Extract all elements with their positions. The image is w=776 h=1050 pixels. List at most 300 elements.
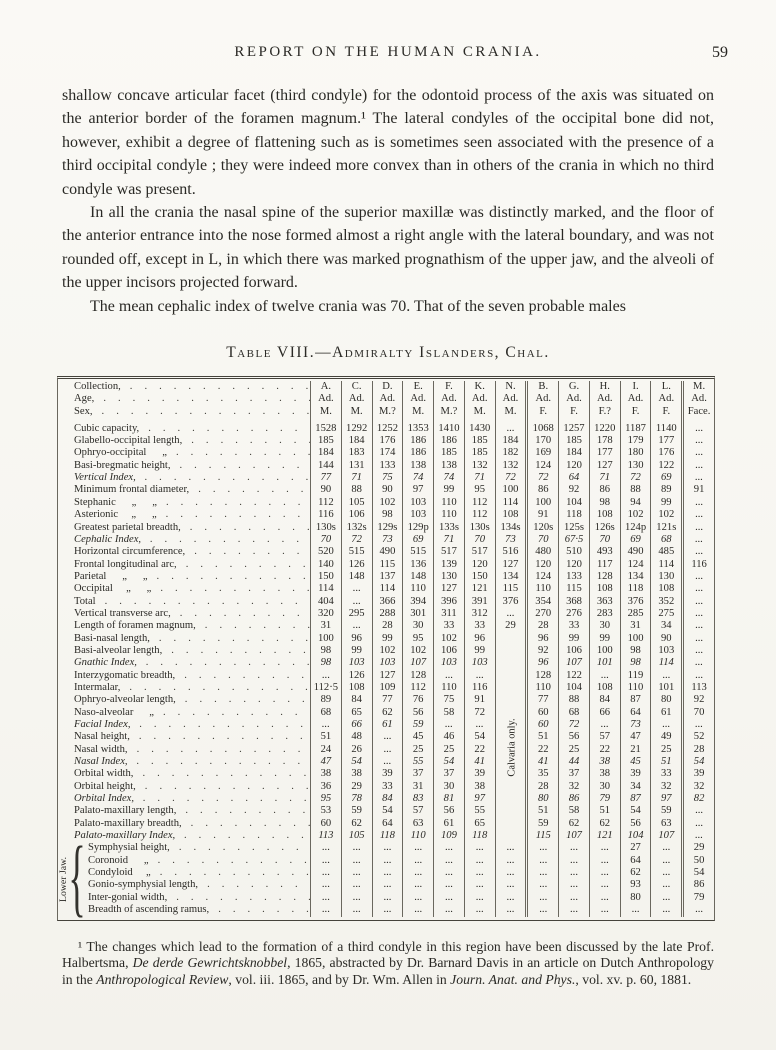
row-label-cell [58,768,310,780]
row-label: Vertical Index, [74,472,136,484]
table-cell: 120 [558,460,589,472]
table-cell: 516 [495,546,526,558]
table-cell: 108 [650,583,681,595]
row-label: Gnathic Index, [74,657,137,669]
table-cell: 185 [310,435,341,447]
table-cell: 89 [310,694,341,706]
table-cell: 490 [620,546,651,558]
table-cell: 106 [341,509,372,521]
table-cell: 86 [525,484,558,496]
leader-dots [171,608,310,620]
table-cell: 41 [525,756,558,768]
table-cell: 54 [681,756,714,768]
table-cell: 107 [558,830,589,842]
table-cell: 56 [402,707,433,719]
table-cell: 95 [464,484,495,496]
table-cell: 179 [620,435,651,447]
table-row [58,719,714,731]
table-cell: ... [402,904,433,916]
table-cell: 74 [402,472,433,484]
table-cell: 69 [402,534,433,546]
table-cell: 91 [525,509,558,521]
table-cell: 120 [464,559,495,571]
table-cell: 133 [372,460,403,472]
table-cell: 77 [310,472,341,484]
table-cell: 55 [402,756,433,768]
table-cell: 174 [372,447,403,459]
table-cell: 130 [433,571,464,583]
table-cell: 106 [558,645,589,657]
table-cell: K. [464,381,495,393]
table-cell: ... [558,855,589,867]
table-cell: 99 [372,633,403,645]
table-cell: 140 [310,559,341,571]
leader-dots [151,867,310,879]
table-cell: ... [681,472,714,484]
table-cell: 38 [310,768,341,780]
table-cell: 124 [525,460,558,472]
table-cell: ... [372,756,403,768]
table-cell: 490 [372,546,403,558]
table-cell: 54 [433,756,464,768]
table-cell: 89 [650,484,681,496]
table-cell: 130s [464,522,495,534]
row-label-cell [58,731,310,743]
table-cell: 116 [681,559,714,571]
table-cell: F.? [589,406,620,423]
table-cell: 57 [589,731,620,743]
table-cell: 88 [341,484,372,496]
table-cell: 61 [433,818,464,830]
row-label: Orbital height, [74,780,136,792]
table-cell: 270 [525,608,558,620]
table-cell: ... [525,879,558,891]
row-label-cell [58,694,310,706]
table-cell: ... [372,867,403,879]
table-cell: 103 [341,657,372,669]
table-cell: ... [402,842,433,854]
table-cell: 63 [650,818,681,830]
leader-dots [154,707,310,719]
table-cell: 520 [310,546,341,558]
table-cell: 63 [402,818,433,830]
table-cell: 127 [495,559,526,571]
table-row [58,435,714,447]
table-cell: 110 [620,682,651,694]
table-cell: 148 [341,571,372,583]
table-cell: 110 [433,509,464,521]
table-cell: 56 [558,731,589,743]
table-cell: 114 [650,657,681,669]
table-cell: ... [310,867,341,879]
table-cell: 61 [372,719,403,731]
table-cell: 60 [310,818,341,830]
leader-dots [171,460,311,472]
table-cell: 186 [402,447,433,459]
table-cell: ... [464,867,495,879]
table-cell: ... [525,892,558,904]
table-cell: 121 [464,583,495,595]
table-cell: 118 [464,830,495,842]
table-cell: 27 [620,842,651,854]
table-cell: 110 [433,497,464,509]
table-cell: 131 [341,460,372,472]
table-cell: 52 [681,731,714,743]
table-cell: Ad. [341,393,372,405]
table-cell: 93 [620,879,651,891]
table-cell: ... [433,892,464,904]
table-cell: ... [495,855,526,867]
table-row [58,460,714,472]
table-cell: 128 [589,571,620,583]
row-label: Facial Index, [74,719,131,730]
table-row [58,670,714,682]
table-cell: ... [558,842,589,854]
row-label-cell [58,381,310,393]
table-cell: 21 [620,744,651,756]
table-cell: 29 [495,620,526,632]
table-cell: Ad. [495,393,526,405]
table-cell: 81 [433,793,464,805]
footnote-segment: , 1865, abstracted by Dr. Barnard Davis in an article on Dutch Anthropology in the [62,955,714,988]
page-header [0,44,776,64]
table-row [58,534,714,546]
table-cell: 31 [620,620,651,632]
table-cell: 39 [464,768,495,780]
table-cell: 71 [589,472,620,484]
leader-dots [120,682,310,694]
table-cell: 61 [650,707,681,719]
row-label-cell [58,756,310,768]
table-row [58,393,714,405]
table-cell: 51 [650,756,681,768]
table-cell: 391 [464,596,495,608]
table-cell [495,682,526,694]
table-cell: 53 [310,805,341,817]
table-cell: 150 [464,571,495,583]
table-cell: 70 [310,534,341,546]
table-row [58,571,714,583]
table-cell: 55 [464,805,495,817]
table-cell: ... [464,842,495,854]
row-label: Length of foramen magnum, [74,620,196,632]
table-cell: 185 [464,435,495,447]
table-cell: ... [372,744,403,756]
table-cell: 103 [402,509,433,521]
table-cell: 99 [650,497,681,509]
table-cell: 51 [525,805,558,817]
row-label: Palato-maxillary Index, [74,830,176,842]
row-label: Nasal Index, [74,756,128,768]
table-cell: 72 [495,472,526,484]
row-label-cell [58,620,310,632]
table-cell: 121s [650,522,681,534]
table-cell: ... [681,596,714,608]
table-cell: 104 [620,830,651,842]
table-cell: 60 [525,719,558,731]
table-cell: ... [589,855,620,867]
table-cell: ... [433,719,464,731]
table-cell: 112 [310,497,341,509]
table-cell: 62 [620,867,651,879]
table-cell: 139 [433,559,464,571]
table-cell: ... [525,842,558,854]
table-cell: N. [495,381,526,393]
table-cell: 110 [525,583,558,595]
table-cell: ... [341,583,372,595]
table-cell: 80 [620,892,651,904]
table-cell: 138 [433,460,464,472]
table-cell: 126s [589,522,620,534]
row-label-cell [58,633,310,645]
row-label-cell [58,393,310,405]
table-cell: ... [681,522,714,534]
table-cell: 28 [525,620,558,632]
table-cell: ... [495,608,526,620]
table-cell: 45 [402,731,433,743]
table-cell: 137 [372,571,403,583]
table-cell: 320 [310,608,341,620]
row-label-cell [58,583,310,595]
row-label-cell [58,867,310,879]
running-title: REPORT ON THE HUMAN CRANIA. [234,44,542,60]
table-cell: ... [681,447,714,459]
row-label-cell [58,534,310,546]
row-label-cell [58,904,310,916]
table-cell [495,818,526,830]
row-label-cell [58,842,310,854]
table-cell: M.? [433,406,464,423]
table-cell: 22 [525,744,558,756]
table-cell: 108 [589,682,620,694]
table-cell: 176 [372,435,403,447]
table-cell: ... [681,830,714,842]
table-cell: 116 [310,509,341,521]
table-cell: 133s [433,522,464,534]
table-cell: 33 [464,620,495,632]
table-cell: 404 [310,596,341,608]
table-cell: 129s [372,522,403,534]
table-cell: 54 [620,805,651,817]
table-cell: 100 [620,633,651,645]
table-cell: G. [558,381,589,393]
table-cell: 109 [372,682,403,694]
leader-dots [189,484,310,496]
table-cell: 65 [464,818,495,830]
table-cell: 103 [372,657,403,669]
table-cell: 396 [433,596,464,608]
table-cell: 136 [402,559,433,571]
table-cell: F. [620,406,651,423]
table-cell: 68 [650,534,681,546]
table-cell: 126 [341,670,372,682]
row-label: Ophryo-occipital „ [74,447,167,459]
table-cell: 99 [341,645,372,657]
table-row [58,423,714,435]
table-cell: 126 [341,559,372,571]
table-cell: 186 [433,435,464,447]
table-cell: 70 [464,534,495,546]
table-cell: 31 [310,620,341,632]
table-cell: 134 [495,571,526,583]
table-cell: 54 [681,867,714,879]
table-cell: 99 [464,645,495,657]
table-cell: ... [681,620,714,632]
leader-dots [141,534,310,546]
table-cell: ... [495,842,526,854]
table-cell: 91 [681,484,714,496]
table-row [58,879,714,891]
table-cell: 62 [341,818,372,830]
row-label-cell [58,509,310,521]
table-cell: 34 [650,620,681,632]
row-label: Vertical transverse arc, [74,607,171,619]
table-cell: ... [681,509,714,521]
table-cell: 25 [558,744,589,756]
row-label-cell [58,855,310,867]
table-cell: 1430 [464,423,495,435]
table-cell: 70 [525,534,558,546]
table-row [58,682,714,694]
row-label: Basi-bregmatic height, [74,459,171,471]
leader-dots [185,546,310,558]
leader-dots [93,406,310,418]
table-cell: ... [433,855,464,867]
table-cell: 112 [464,509,495,521]
table-cell: 25 [650,744,681,756]
row-label-cell [58,707,310,719]
table-row [58,756,714,768]
table-cell: 132s [341,522,372,534]
table-cell: 73 [495,534,526,546]
leader-dots [167,892,310,904]
table-cell: 148 [402,571,433,583]
table-cell: 102 [372,497,403,509]
table-cell: 66 [341,719,372,731]
table-cell: 72 [620,472,651,484]
table-row [58,867,714,879]
table-cell: F. [525,406,558,423]
table-row [58,793,714,805]
table-cell: 124 [620,559,651,571]
leader-dots [150,633,310,645]
table-cell: 92 [558,484,589,496]
table-cell: ... [650,879,681,891]
table-cell: 184 [310,447,341,459]
calvaria-note [497,695,527,799]
table-cell: ... [681,423,714,435]
table-cell: Ad. [650,393,681,405]
row-label: Palato-maxillary length, [74,805,177,817]
table-cell: 127 [589,460,620,472]
table-cell: ... [433,879,464,891]
table-cell: 32 [681,781,714,793]
table-cell: M.? [372,406,403,423]
table-cell: 106 [433,645,464,657]
lower-jaw-label-text: Lower Jaw. [58,856,70,902]
table-row [58,904,714,916]
table-cell: 24 [310,744,341,756]
leader-dots [196,620,310,632]
table-cell: 88 [558,694,589,706]
table-cell: 87 [620,793,651,805]
table-cell: 96 [464,633,495,645]
table-cell: ... [372,842,403,854]
table-cell: C. [341,381,372,393]
table-cell: 73 [620,719,651,731]
leader-dots [94,393,310,405]
table-cell: 71 [433,534,464,546]
table-cell: 71 [341,472,372,484]
row-label: Naso-alveolar „ [74,706,155,718]
table-cell: 1528 [310,423,341,435]
table-row [58,633,714,645]
table-cell: 102 [372,645,403,657]
table-cell: 25 [433,744,464,756]
table-cell: 36 [310,781,341,793]
table-cell: Ad. [372,393,403,405]
table-cell [495,645,526,657]
table-row [58,484,714,496]
table-row [58,657,714,669]
table-row [58,645,714,657]
table-cell: 183 [341,447,372,459]
leader-dots [177,559,310,571]
table-cell: 122 [650,460,681,472]
table-cell: 480 [525,546,558,558]
table-cell: 31 [402,781,433,793]
table-cell: ... [464,719,495,731]
table-cell: 515 [341,546,372,558]
leader-dots [130,731,310,743]
row-label-cell [58,559,310,571]
row-label: Ophryo-alveolar length, [74,694,176,706]
table-cell: 184 [495,435,526,447]
leader-dots [198,879,310,891]
table-cell: 95 [402,633,433,645]
table-cell: 301 [402,608,433,620]
leader-dots [175,670,310,682]
table-row [58,546,714,558]
row-label-cell [58,472,310,484]
table-cell: 94 [620,497,651,509]
table-cell: 44 [558,756,589,768]
leader-dots [176,805,310,817]
table-cell: 92 [681,694,714,706]
table-cell: 127 [372,670,403,682]
leader-dots [148,571,310,583]
table-cell: M. [464,406,495,423]
table-cell: 88 [620,484,651,496]
footnote-segment: Journ. Anat. and Phys. [450,972,576,988]
table-cell: 133 [558,571,589,583]
table-cell: 115 [558,583,589,595]
table-cell: 130 [620,460,651,472]
table-row [58,497,714,509]
table-cell: ... [681,583,714,595]
table-cell: ... [589,904,620,916]
leader-dots [136,781,310,793]
table-row [58,805,714,817]
table-cell [495,633,526,645]
table-cell: 62 [372,707,403,719]
table-row [58,855,714,867]
table-cell: 76 [402,694,433,706]
table-cell: 120 [558,559,589,571]
row-label-cell [58,682,310,694]
table-cell: 128 [402,670,433,682]
table-cell [495,830,526,842]
